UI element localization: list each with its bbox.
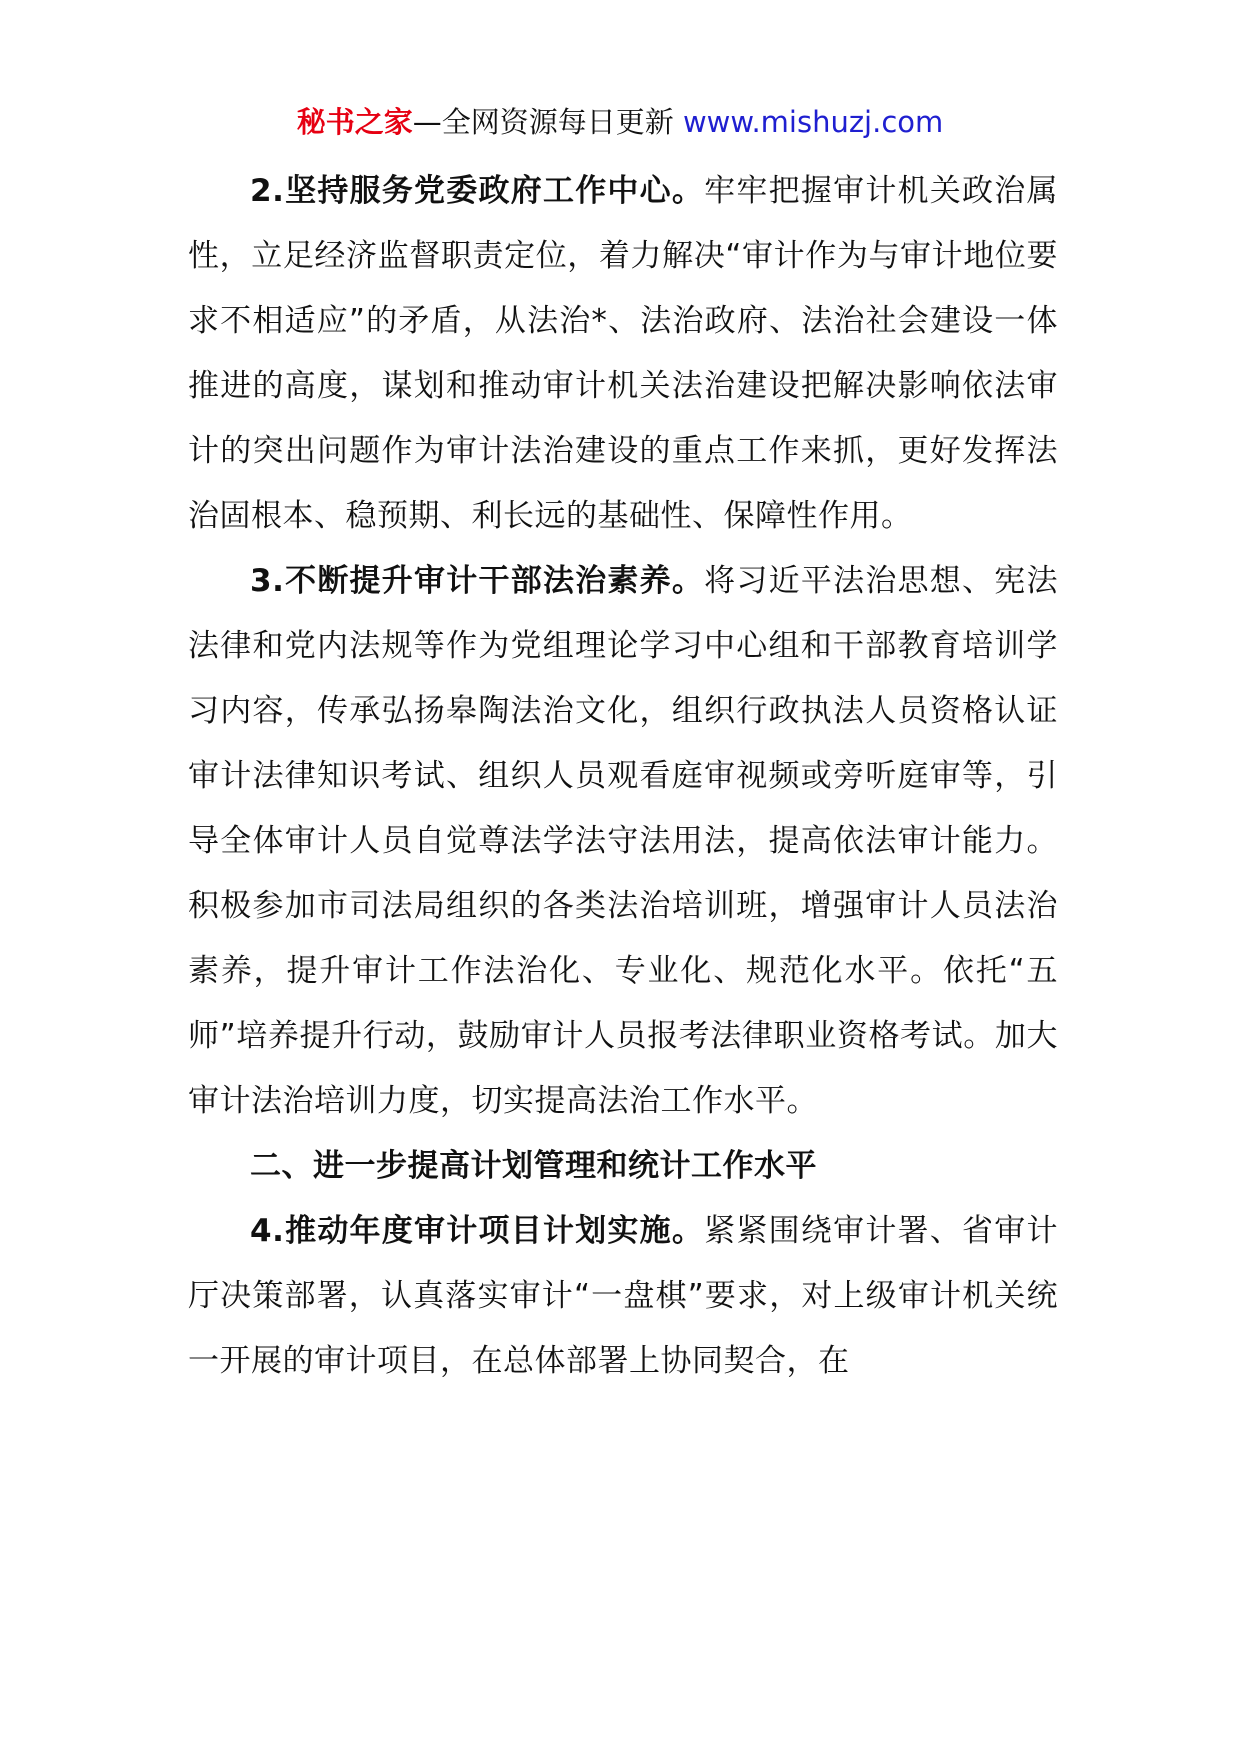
paragraph-3-lead: 3.不断提升审计干部法治素养。 [250, 563, 705, 599]
paragraph-3-body: 将习近平法治思想、宪法法律和党内法规等作为党组理论学习中心组和干部教育培训学习内容，传承弘扬皋陶法治文化，组织行政执法人员资格认证审计法律知识考试、组织人员观看庭审视频或旁听庭审等，引导全体审计人员自觉尊法学法守法用法，提高依法审计能力。积极参加市司法局组织的各类法治培训班，增强审计人员法治素养，提升审计工作法治化、专业化、规范化水平。依托“五师”培养提升行动，鼓励审计人员报考法律职业资格考试。加大审计法治培训力度，切实提高法治工作水平。 [188, 563, 1058, 1119]
paragraph-3 [188, 549, 1058, 1134]
brand-name: 秘书之家 [296, 105, 413, 139]
section-heading: 二、进一步提高计划管理和统计工作水平 [250, 1148, 817, 1184]
page-header [0, 100, 1240, 144]
paragraph-4 [188, 1199, 1058, 1394]
header-tagline: —全网资源每日更新 [412, 105, 683, 139]
paragraph-2 [188, 159, 1058, 549]
paragraph-4-body: 紧紧围绕审计署、省审计厅决策部署，认真落实审计“一盘棋”要求，对上级审计机关统一开展的审计项目，在总体部署上协同契合，在 [188, 1213, 1058, 1379]
site-url[interactable]: www.mishuzj.com [682, 105, 944, 139]
paragraph-2-lead: 2.坚持服务党委政府工作中心。 [250, 173, 705, 209]
document-body [188, 159, 1058, 1394]
paragraph-4-lead: 4.推动年度审计项目计划实施。 [250, 1213, 705, 1249]
paragraph-2-body: 牢牢把握审计机关政治属性，立足经济监督职责定位，着力解决“审计作为与审计地位要求不相适应”的矛盾，从法治*、法治政府、法治社会建设一体推进的高度，谋划和推动审计机关法治建设把解决影响依法审计的突出问题作为审计法治建设的重点工作来抓，更好发挥法治固根本、稳预期、利长远的基础性、保障性作用。 [188, 173, 1058, 534]
